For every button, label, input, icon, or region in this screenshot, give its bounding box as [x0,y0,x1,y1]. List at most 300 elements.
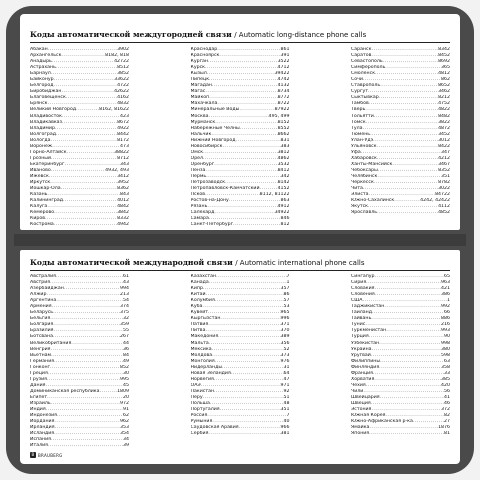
dialing-code: 8362 [117,186,129,192]
dialing-code: 55 [123,328,129,334]
domestic-title-ru: Коды автоматической междугородней связи [30,30,232,39]
dialing-code: 40 [283,419,290,425]
dialing-code: 4162 [117,95,129,101]
place-name: Монголия [190,358,215,364]
dialing-code: 33 [444,370,450,376]
dialing-code: 347 [441,149,450,155]
dialing-code: 862 [441,77,450,83]
place-name: Сочи [351,77,363,83]
place-name: Магадан [190,83,212,89]
place-name: Россия [190,413,208,419]
place-name: Израиль [30,400,51,406]
dialing-code: 357 [280,286,290,292]
place-name: Иордания [30,419,55,425]
place-name: Дания [30,382,46,388]
place-name: Курган [190,59,208,65]
dialing-code: 495, 499 [268,113,290,119]
place-name: Китай [190,292,206,298]
dot-leader [377,210,438,216]
place-name: Калининград [30,198,63,204]
place-name: Астрахань [30,65,56,71]
place-name: Томск [351,119,366,125]
dialing-code: 8552 [277,125,290,131]
place-name: Литва [190,328,206,334]
place-name: Кемерово [30,210,55,216]
place-name: Биробиджан [30,89,62,95]
dialing-code: 66 [444,310,450,316]
dialing-code: 33622 [114,77,129,83]
place-name: Нижний Новгород [190,137,236,143]
dialing-code: 4922 [117,125,129,131]
place-name: Куба [190,304,203,310]
dialing-code: 54 [123,298,129,304]
dialing-code: 30 [123,370,129,376]
place-name: Симферополь [351,65,386,71]
dialing-code: 84722 [435,192,450,198]
dialing-code: 4752 [438,101,450,107]
place-name: Иваново [30,167,51,173]
brand-name: BRAUBERG [38,452,63,458]
place-name: Кызыл [190,71,207,77]
place-name: Челябинск [351,173,378,179]
dialing-code: 374 [120,304,129,310]
place-name: Псков [190,192,206,198]
dialing-code: 8482 [438,113,450,119]
dialing-code: 86 [283,292,290,298]
place-name: Саранск [351,47,372,52]
dialing-code: 42622 [114,89,129,95]
dialing-code: 861 [280,47,290,52]
international-title-ru: Коды автоматической международной связи [30,258,233,267]
dot-leader [369,431,444,437]
place-name: Украина [351,346,372,352]
place-name: Греция [30,370,48,376]
dialing-code: 3462 [438,89,450,95]
place-name: Тюмень [351,131,371,137]
dialing-code: 39 [123,443,129,449]
place-name: Волгоград [30,131,56,137]
dialing-code: 7 [286,274,290,279]
dialing-code: 4912 [277,204,290,210]
place-name: Польша [190,400,210,406]
place-name: Италия [30,443,48,449]
domestic-title-en: / Automatic long-distance phone calls [234,31,367,39]
place-name: Швейцария [351,394,380,400]
dialing-code: 49 [123,358,129,364]
place-name: Южно-Африканская р-ка [351,419,413,425]
code-row [30,222,129,228]
dialing-code: 356 [280,340,290,346]
dialing-code: 7 [286,413,290,419]
dialing-code: 47 [283,376,290,382]
place-name: Норвегия [190,376,214,382]
dialing-code: 52 [283,346,290,352]
dialing-code: 598 [441,352,450,358]
dialing-code: 852 [120,364,129,370]
place-name: Азербайджан [30,286,64,292]
place-name: Сербия [190,431,209,437]
dot-leader [233,222,280,228]
dialing-code: 383 [280,143,290,149]
dialing-code: 3812 [277,149,290,155]
place-name: Магас [190,89,206,95]
place-name: Мурманск [190,119,216,125]
dialing-code: 386 [441,292,450,298]
domestic-codes-page [20,14,460,230]
dialing-code: 996 [280,316,290,322]
dialing-code: 8512 [117,65,129,71]
place-name: Екатеринбург [30,161,65,167]
place-name: Латвия [190,322,209,328]
dialing-code: 3522 [277,59,290,65]
dialing-code: 3822 [438,119,450,125]
international-codes-page [20,250,460,464]
place-name: Орёл [190,155,204,161]
place-name: Таджикистан [351,304,385,310]
code-column [30,47,129,228]
place-name: Элиста [351,192,369,198]
dialing-code: 371 [280,322,290,328]
dialing-code: 91 [123,407,129,413]
place-name: Петрозаводск [190,180,226,186]
dialing-code: 8734 [277,89,290,95]
place-name: Эстония [351,407,372,413]
dialing-code: 53 [283,304,290,310]
place-name: Колумбия [190,298,215,304]
place-name: Иркутск [30,180,51,186]
place-name: Вьетнам [30,352,52,358]
place-name: Алжир [30,292,47,298]
dialing-code: 34 [123,437,129,443]
dialing-code: 39422 [274,71,290,77]
place-name: Анадырь [30,59,52,65]
dialing-code: 20 [123,394,129,400]
place-name: Чебоксары [351,167,378,173]
dialing-code: 886 [441,316,450,322]
place-name: Грозный [30,155,52,161]
place-name: Чехия [351,382,366,388]
dialing-code: 3022 [438,186,450,192]
dot-leader [48,443,123,449]
dialing-code: 8352 [438,167,450,173]
dialing-code: 8172 [117,137,129,143]
dialing-code: 4942 [117,222,129,228]
dialing-code: 4712 [277,65,290,71]
dialing-code: 31 [283,364,290,370]
place-name: Липецк [190,77,210,83]
dialing-code: 4722 [117,83,129,89]
dialing-code: 65 [444,274,450,279]
place-name: Тунис [351,322,366,328]
international-title [30,258,365,267]
dialing-code: 42722 [114,59,129,65]
place-name: Киров [30,216,45,222]
dialing-code: 8332 [117,216,129,222]
dialing-code: 45 [123,382,129,388]
international-title-en: / Automatic international phone calls [235,259,365,267]
dialing-code: 373 [280,352,290,358]
dialing-code: 8152 [277,119,290,125]
place-name: Владивосток [30,113,63,119]
dialing-code: 8652 [438,83,450,89]
dialing-code: 8662 [277,131,290,137]
dialing-code: 3852 [117,71,129,77]
place-name: Кыргызстан [190,316,221,322]
place-name: Кипр [190,286,203,292]
place-name: Гонконг [30,364,51,370]
dialing-code: 971 [280,382,290,388]
dialing-code: 57 [283,298,290,304]
dialing-code: 8422 [438,143,450,149]
dialing-code: 8212 [438,95,450,101]
place-name: Самара [190,216,209,222]
code-column [30,274,129,449]
place-name: Сингапур [351,274,375,279]
dialing-code: 351 [441,173,450,179]
dialing-code: 64 [283,370,290,376]
dialing-code: 385 [441,376,450,382]
brand-mark-icon: B [31,452,35,457]
place-name: Архангельск [30,53,62,59]
place-name: Краснодар [190,47,218,52]
dialing-code: 962 [120,419,129,425]
dialing-code: 389 [280,334,290,340]
dialing-code: 993 [441,328,450,334]
dialing-code: 8142 [277,180,290,186]
code-column [351,274,450,449]
dialing-code: 4242, 42422 [420,198,450,204]
dialing-code: 4742 [277,77,290,83]
dialing-code: 372 [441,407,450,413]
place-name: Владимир [30,125,55,131]
dialing-code: 27 [444,419,450,425]
place-name: Чита [351,186,363,192]
dialing-code: 43 [123,280,129,286]
place-name: Белгород [30,83,54,89]
code-column [191,274,290,449]
dialing-code: 351 [280,407,290,413]
code-column [191,47,290,228]
place-name: Новая Зеландия [190,370,231,376]
place-name: Сыктывкар [351,95,379,101]
place-name: Пакистан [190,388,215,394]
place-name: Омск [190,149,204,155]
dialing-code: 61 [123,274,129,279]
dialing-code: 36 [123,346,129,352]
dialing-code: 8722 [277,101,290,107]
place-name: Кувейт [190,310,209,316]
dialing-code: 4822 [438,107,450,113]
place-name: Майкоп [190,95,210,101]
dialing-code: 44 [123,340,129,346]
dialing-code: 843 [120,192,129,198]
place-name: Набережные Челны [190,125,240,131]
place-name: Великобритания [30,340,72,346]
place-name: Красноярск [190,53,220,59]
dialing-code: 4012 [117,198,129,204]
dialing-code: 365 [441,65,450,71]
place-name: Пенза [190,167,206,173]
place-name: Мексика [190,346,212,352]
dialing-code: 34922 [274,210,290,216]
dialing-code: 359 [120,322,129,328]
place-name: Грузия [30,376,47,382]
place-name: Португалия [190,407,220,413]
dialing-code: 8772 [277,95,290,101]
place-name: Уфа [351,149,361,155]
place-name: Курск [190,65,205,71]
dialing-code: 863 [280,198,290,204]
place-name: Казань [30,192,48,198]
place-name: Тамбов [351,101,369,107]
place-name: Петропавловск-Камчатский [190,186,260,192]
dialing-code: 38822 [114,149,129,155]
place-name: Канада [190,280,209,286]
dialing-code: 46 [444,400,450,406]
place-name: Австрия [30,280,51,286]
place-name: Йошкар-Ола [30,186,61,192]
place-name: Абакан [30,47,48,52]
dialing-code: 90 [444,334,450,340]
place-name: Минеральные Воды [190,107,240,113]
place-name: Япония [351,431,370,437]
place-name: Перу [190,394,203,400]
place-name: Сургут [351,89,368,95]
dialing-code: 3842 [117,210,129,216]
dot-leader [208,431,280,437]
place-name: Турция [351,334,369,340]
dialing-code: 51 [283,394,290,400]
title-underline [30,42,450,43]
dialing-code: 41 [444,394,450,400]
domestic-title [30,30,366,39]
dialing-code: 972 [120,400,129,406]
place-name: Ямайка [351,425,370,431]
dialing-code: 846 [280,216,290,222]
place-name: Ижевск [30,173,49,179]
place-name: Хорватия [351,376,375,382]
place-name: Венгрия [30,346,51,352]
notebook-spine [14,234,466,246]
place-name: Молдова [190,352,213,358]
place-name: Салехард [190,210,215,216]
place-name: Франция [351,370,374,376]
code-row [351,431,450,437]
dialing-code: 998 [441,340,450,346]
place-name: Румыния [190,419,213,425]
dialing-code: 8342 [438,47,450,52]
place-name: Рязань [190,204,208,210]
dialing-code: 87922 [274,107,290,113]
place-name: Египет [30,394,48,400]
code-column [351,47,450,228]
dialing-code: 8442 [117,131,129,137]
place-name: Якутск [351,204,369,210]
place-name: Кострома [30,222,54,228]
dialing-code: 8452 [438,53,450,59]
dialing-code: 391 [280,53,290,59]
place-name: Ботсвана [30,334,53,340]
brand-logo [30,452,63,458]
dialing-code: 92 [283,388,290,394]
dialing-code: 81 [444,431,450,437]
dialing-code: 353 [120,425,129,431]
place-name: Германия [30,358,55,364]
dialing-code: 8182, 818 [105,53,129,59]
dialing-code: 8692 [438,59,450,65]
place-name: Ставрополь [351,83,381,89]
dialing-code: 343 [120,161,129,167]
dialing-code: 354 [120,431,129,437]
place-name: Благовещенск [30,95,66,101]
dialing-code: 48 [283,400,290,406]
place-name: Тольятти [351,113,374,119]
place-name: Воронеж [30,143,53,149]
dialing-code: 375 [120,310,129,316]
place-name: Беларусь [30,310,54,316]
place-name: Ханты-Мансийск [351,161,393,167]
dialing-code: 4812 [438,71,450,77]
place-name: Филиппины [351,358,381,364]
dialing-code: 963 [441,280,450,286]
place-name: Таиланд [351,310,372,316]
dialing-code: 63 [444,358,450,364]
place-name: Аргентина [30,298,57,304]
dialing-code: 992 [441,304,450,310]
dialing-code: 8162, 81622 [99,107,129,113]
place-name: Туркменистан [351,328,387,334]
place-name: Новосибирск [190,143,223,149]
dialing-code: 4852 [438,210,450,216]
place-name: Словакия [351,286,375,292]
code-row [191,222,290,228]
place-name: Тайвань [351,316,372,322]
dialing-code: 82 [444,413,450,419]
dialing-code: 342 [280,173,290,179]
dialing-code: 3902 [117,47,129,52]
dialing-code: 965 [280,310,290,316]
code-row [30,443,129,449]
place-name: Ирландия [30,425,55,431]
dialing-code: 216 [441,322,450,328]
place-name: Улан-Удэ [351,137,374,143]
dialing-code: 831 [280,137,290,143]
dialing-code: 3467 [438,161,450,167]
place-name: Казахстан [190,274,217,279]
place-name: Южная Корея [351,413,386,419]
place-name: Пермь [190,173,207,179]
dialing-code: 4932, 493 [105,167,129,173]
dialing-code: 4862 [277,155,290,161]
dialing-code: 1 [447,298,450,304]
dialing-code: 4832 [117,101,129,107]
place-name: Байконур [30,77,54,83]
dialing-code: 1809 [117,388,129,394]
place-name: Швеция [351,400,371,406]
place-name: Махачкала [190,101,218,107]
dialing-code: 4132 [277,83,290,89]
place-name: Москва [190,113,209,119]
dialing-code: 4112 [438,204,450,210]
place-name: Болгария [30,322,54,328]
dialing-code: 56 [444,388,450,394]
dialing-code: 267 [120,334,129,340]
dialing-code: 8782 [438,180,450,186]
dialing-code: 1 [286,280,290,286]
code-row [191,431,290,437]
place-name: Узбекистан [351,340,380,346]
dialing-code: 8112, 81122 [259,192,290,198]
